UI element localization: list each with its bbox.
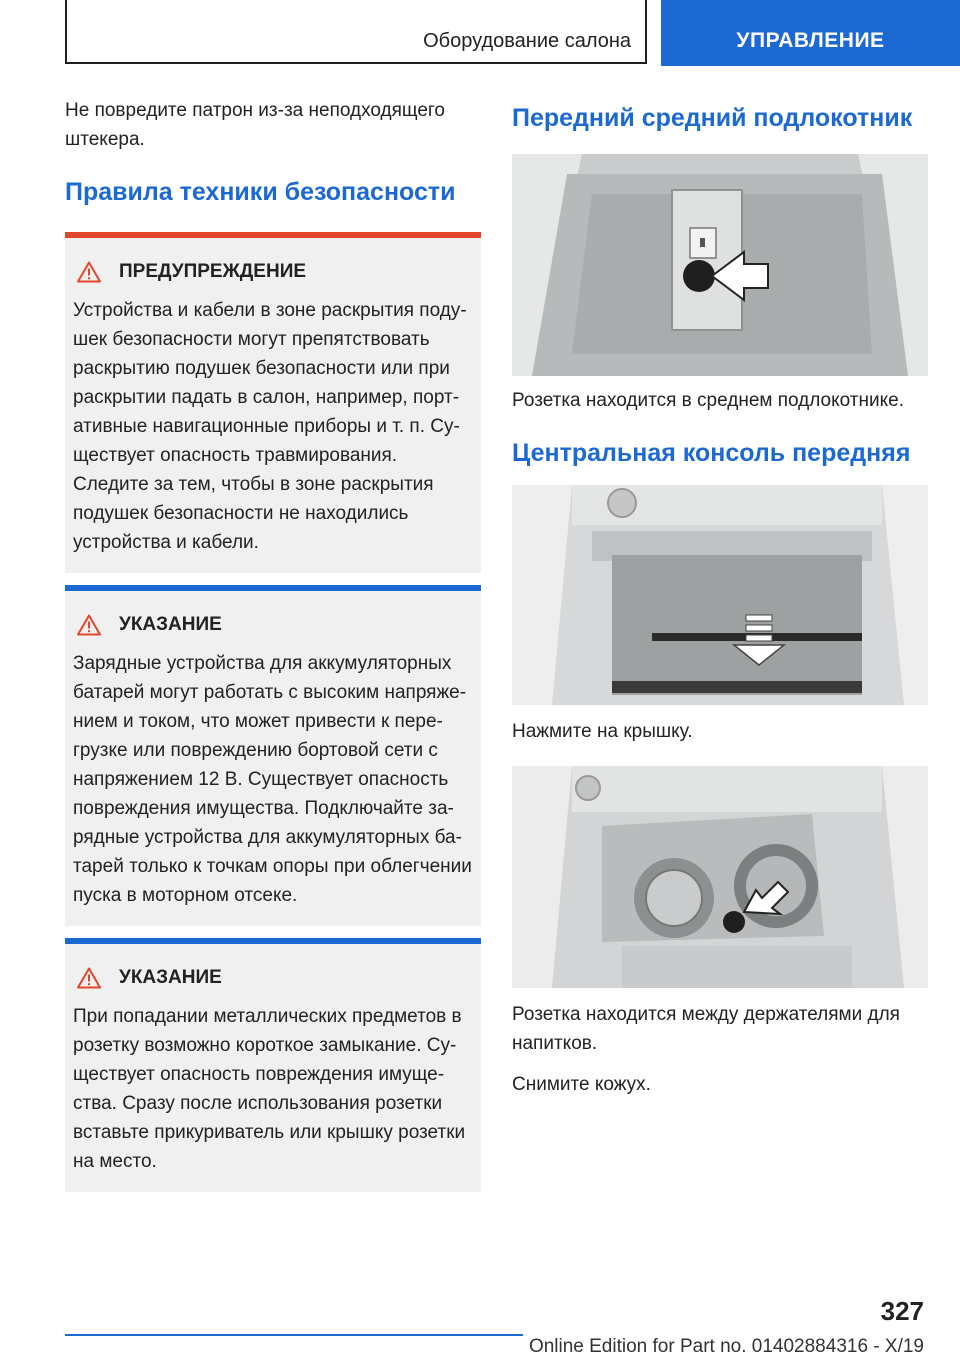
cupholder-caption: Розетка находится между держателями для напитков. bbox=[512, 1004, 900, 1054]
intro-text: Не повредите патрон из-за неподходящего штекера. bbox=[65, 100, 445, 150]
warning-triangle-icon bbox=[77, 967, 101, 989]
notice-text: Устройства и кабели в зоне раскрытия подушек безопасности могут препятствовать раскрытию подушек безопасности или при раскрытии падать в салон, например, портативные навигационные приборы и т. п. Существует опасность травмирования. Следите за тем, чтобы в зоне раскрытия подушек безопасности не находились устройства и кабели. bbox=[73, 300, 467, 553]
caution-notice bbox=[65, 938, 481, 1192]
notice-title: УКАЗАНИЕ bbox=[119, 967, 222, 988]
footer-edition[interactable]: Online Edition for Part no. 01402884316 - X/19 bbox=[523, 1332, 924, 1362]
armrest-socket-image bbox=[512, 154, 928, 376]
notice-text: Зарядные устройства для аккумуляторных батарей могут работать с высоким напряжением и током, что может привести к перегрузке или повреждению бортовой сети с напряжением 12 В. Существует опасность повреждения имущества. Подключайте зарядные устройства для аккумуляторных батарей только к точкам опоры при облегчении пуска в моторном отсеке. bbox=[73, 653, 472, 906]
caution-notice bbox=[65, 585, 481, 926]
warning-notice bbox=[65, 232, 481, 573]
remove-cover-caption: Снимите кожух. bbox=[512, 1074, 651, 1095]
console-cover-illustration bbox=[512, 485, 928, 705]
cupholder-illustration bbox=[512, 766, 928, 988]
press-cover-caption: Нажмите на крышку. bbox=[512, 721, 693, 742]
console-cover-image bbox=[512, 485, 928, 705]
notice-title: УКАЗАНИЕ bbox=[119, 614, 222, 635]
notice-title: ПРЕДУПРЕЖДЕНИЕ bbox=[119, 261, 307, 282]
notice-text: При попадании металлических предметов в розетку возможно короткое замыкание. Существует опасность повреждения имущества. Сразу после использования розетки вставьте прикуриватель или крышку розетки на место. bbox=[73, 1006, 466, 1172]
cupholder-socket-image bbox=[512, 766, 928, 988]
notice-header bbox=[73, 607, 473, 643]
armrest-illustration bbox=[512, 154, 928, 376]
header-section: Оборудование салона bbox=[65, 0, 647, 64]
armrest-caption: Розетка находится в среднем подлокотнике. bbox=[512, 390, 904, 411]
right-column bbox=[512, 96, 928, 1099]
safety-heading: Правила техники безопасности bbox=[65, 178, 456, 206]
armrest-heading: Передний средний подлокотник bbox=[512, 104, 913, 132]
notice-header bbox=[73, 960, 473, 996]
warning-triangle-icon bbox=[77, 614, 101, 636]
header-chapter: УПРАВЛЕНИЕ bbox=[661, 0, 960, 66]
warning-triangle-icon bbox=[77, 261, 101, 283]
notice-header bbox=[73, 254, 473, 290]
console-heading: Центральная консоль передняя bbox=[512, 439, 911, 467]
left-column bbox=[65, 96, 481, 1192]
page-number: 327 bbox=[880, 1296, 924, 1326]
